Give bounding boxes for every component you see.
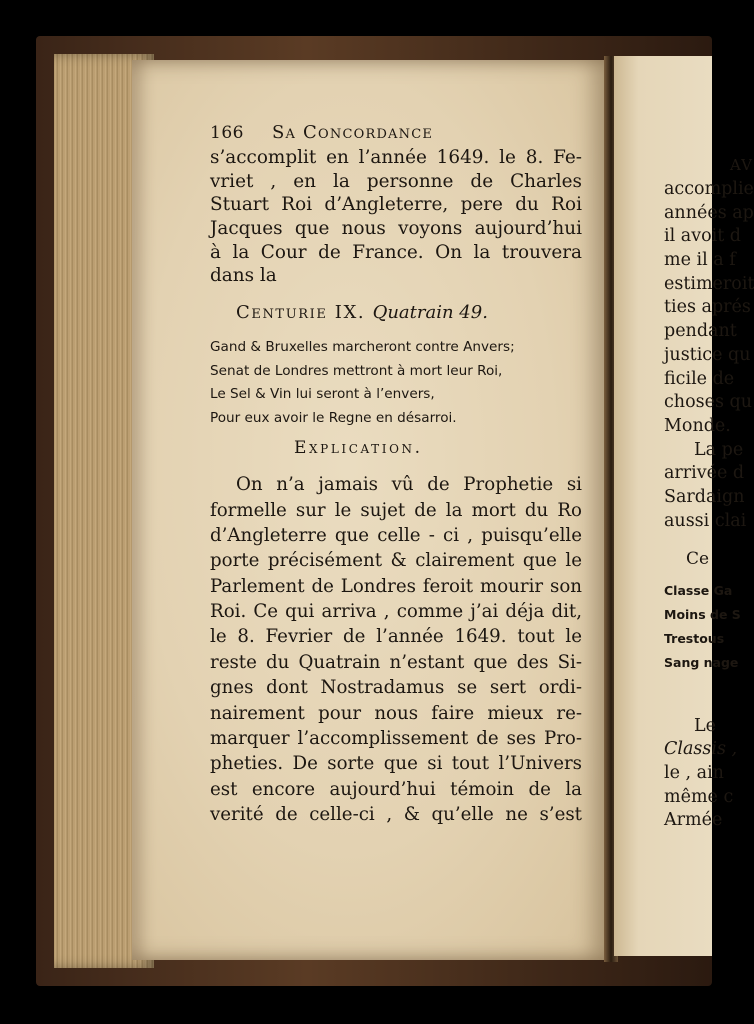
text-line: estimeroit — [664, 273, 754, 294]
centurie-heading — [210, 302, 582, 332]
text-line: Armée — [664, 810, 723, 831]
text-line: Monde. — [664, 415, 731, 436]
text-line: années ap — [664, 202, 754, 223]
text-line: le 8. Fevrier de l’année 1649. tout le — [210, 626, 582, 648]
right-lines-b — [664, 439, 754, 534]
quatrain-line: Trestous — [664, 630, 725, 646]
right-quatrain — [664, 579, 754, 674]
text-line: La pe — [694, 439, 744, 460]
text-line: le , ain — [664, 762, 724, 783]
text-line: Stuart Roi d’Angleterre, pere du Roi — [210, 194, 582, 216]
text-line: reste du Quatrain n’estant que des Si- — [210, 651, 582, 673]
page-number: 166 — [210, 123, 244, 143]
text-line: Parlement de Londres feroit mourir son — [210, 575, 582, 597]
intro-paragraph — [210, 146, 582, 288]
running-head — [210, 122, 582, 146]
text-line: arrivée d — [664, 463, 745, 484]
text-line: ficile de — [664, 368, 735, 389]
text-line: nairement pour nous faire mieux re- — [210, 702, 582, 724]
text-line: Jacques que nous voyons aujourd’hui — [210, 218, 582, 240]
quatrain-line: Le Sel & Vin lui seront à l’envers, — [210, 386, 435, 403]
text-line: pendant — [664, 321, 737, 342]
text-line: On n’a jamais vû de Prophetie si — [236, 474, 582, 496]
quatrain-label: Quatrain 49. — [372, 302, 488, 324]
text-line: Classis , — [664, 739, 738, 760]
quatrain-line: Pour eux avoir le Regne en désarroi. — [210, 409, 457, 426]
text-line: pheties. De sorte que si tout l’Univers — [210, 753, 582, 775]
right-running-head: AV — [730, 156, 753, 174]
text-line: est encore aujourd’hui témoin de la — [210, 778, 582, 800]
text-line: gnes dont Nostradamus se sert ordi- — [210, 677, 582, 699]
quatrain-line: Senat de Londres mettront à mort leur Roi, — [210, 362, 503, 379]
quatrain — [210, 336, 582, 430]
right-lines-c — [664, 715, 754, 833]
text-line: porte précisément & clairement que le — [210, 550, 582, 572]
text-line: Sardaign — [664, 486, 745, 507]
text-line: même c — [664, 786, 734, 807]
text-line: s’accomplit en l’année 1649. le 8. Fe- — [210, 147, 582, 168]
running-head-title: Sa Concordance — [272, 122, 434, 143]
explication-paragraph — [210, 472, 582, 827]
text-line: accomplie — [664, 179, 754, 199]
quatrain-line: Gand & Bruxelles marcheront contre Anvers; — [210, 339, 515, 356]
explication-heading: Explication. — [294, 438, 423, 459]
right-page — [614, 56, 754, 956]
right-lines-a — [664, 178, 754, 439]
quatrain-line: Classe Ga — [664, 583, 733, 599]
text-line: Le — [694, 715, 716, 736]
text-line: choses qu — [664, 392, 752, 413]
text-line: vriet , en la personne de Charles — [210, 170, 582, 192]
right-page-text — [664, 156, 754, 833]
text-line: Roi. Ce qui arriva , comme j’ai déja dit, — [210, 601, 582, 623]
text-line: me il a f — [664, 250, 736, 271]
text-line: il avoit d — [664, 226, 742, 247]
text-line: d’Angleterre que celle - ci , puisqu’elle — [210, 524, 582, 546]
text-line: à la Cour de France. On la trouvera — [210, 241, 582, 263]
text-line: formelle sur le sujet de la mort du Ro — [210, 499, 582, 521]
quatrain-line: Sang nage — [664, 654, 739, 670]
text-line: dans la — [210, 265, 277, 287]
text-line: verité de celle-ci , & qu’elle ne s’est — [210, 804, 582, 826]
text-line: aussi clai — [664, 510, 747, 531]
text-line: justice qu — [664, 344, 751, 365]
centurie-label: Centurie IX. — [236, 302, 366, 324]
quatrain-line: Moins de S — [664, 607, 741, 623]
right-centurie-heading: Ce — [686, 549, 710, 570]
text-line: ties aprés — [664, 297, 751, 318]
left-page-text — [210, 122, 582, 828]
text-line: marquer l’accomplissement de ses Pro- — [210, 728, 582, 750]
